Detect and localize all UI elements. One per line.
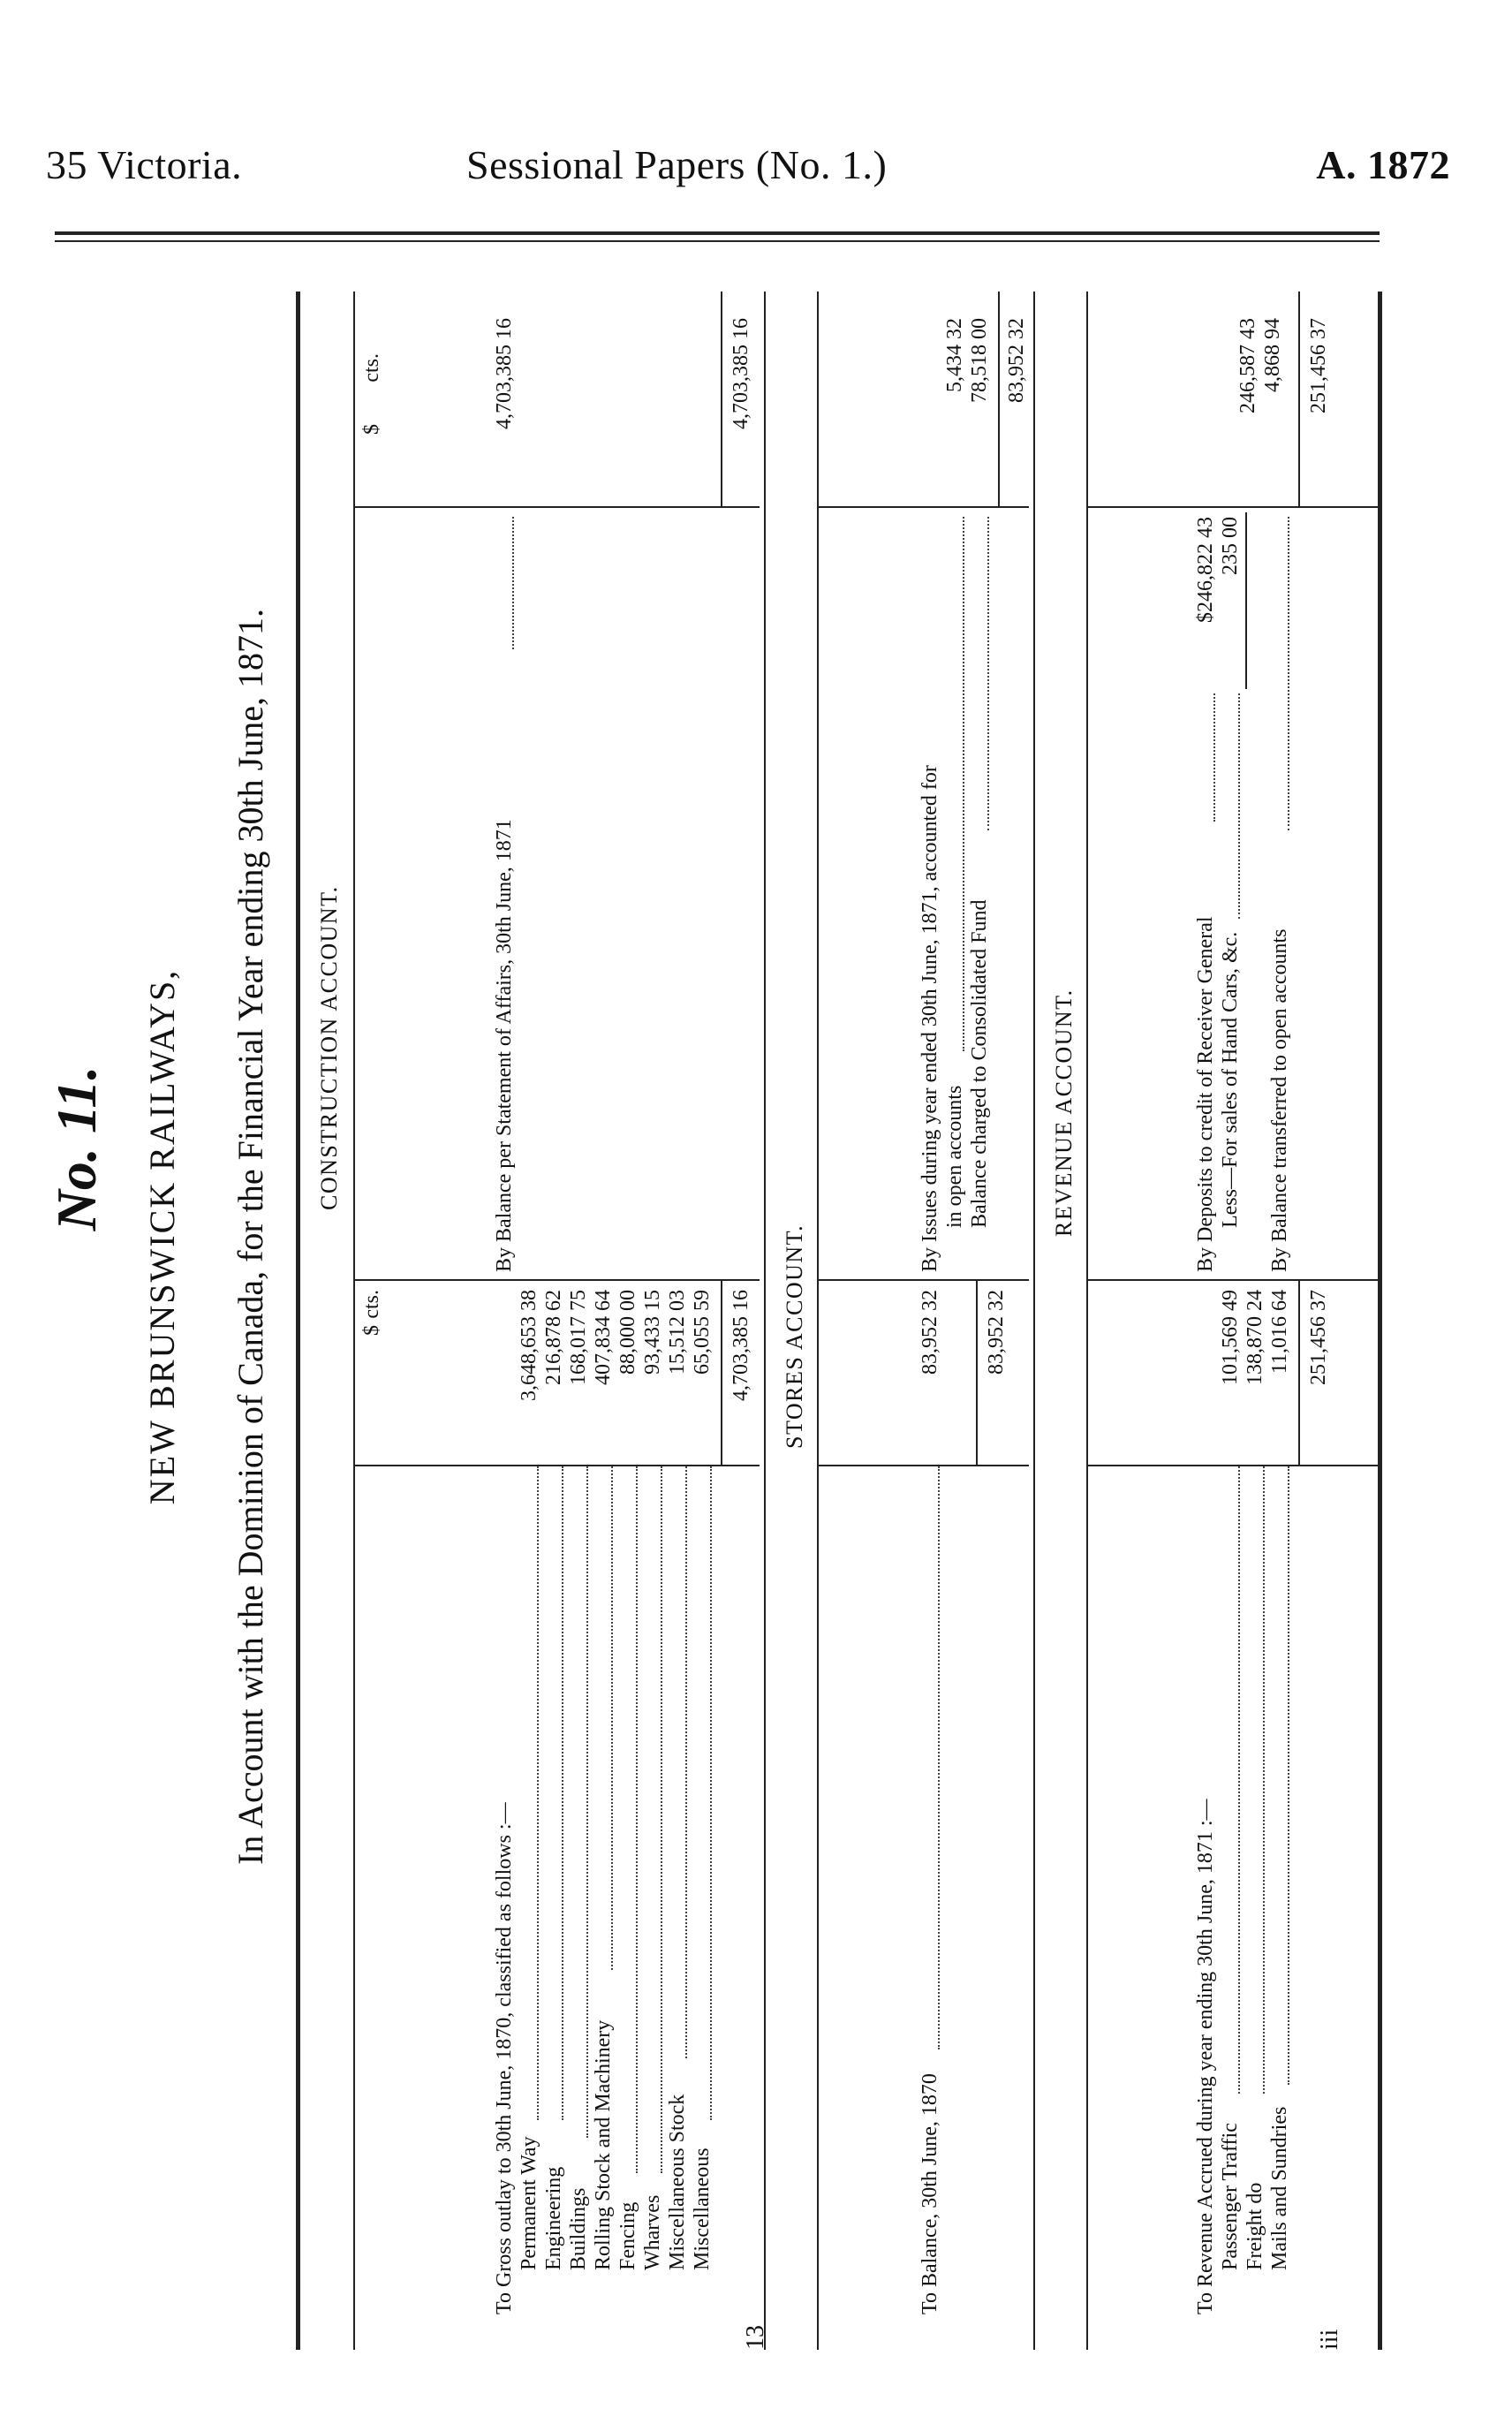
construction-item-label: Permanent Way xyxy=(518,2136,541,2270)
revenue-credit-inner1: $246,822 43 xyxy=(1194,517,1217,623)
header-year: A. 1872 xyxy=(1316,142,1450,187)
revenue-item-amount: 101,569 49 xyxy=(1219,1290,1242,1385)
construction-credit-cents-label: cts. xyxy=(360,353,383,383)
revenue-item-label: Mails and Sundries xyxy=(1268,2106,1291,2270)
construction-cents-label: cts. xyxy=(360,1290,383,1319)
revenue-heading: REVENUE ACCOUNT. xyxy=(1051,989,1077,1237)
document-number: No. 11. xyxy=(45,1065,108,1231)
stores-debit-text: To Balance, 30th June, 1870 xyxy=(919,2073,941,2314)
header-sessional-papers: Sessional Papers (No. 1.) xyxy=(466,142,888,187)
stores-credit-line1: By Issues during year ended 30th June, 1871, accounted for xyxy=(919,765,941,1272)
construction-center-rule xyxy=(353,1279,760,1281)
stores-credit-line3: Balance charged to Consolidated Fund xyxy=(968,899,991,1228)
construction-item-label: Fencing xyxy=(616,2201,639,2270)
rotated-account-page xyxy=(35,124,1378,2350)
revenue-credit-line1: By Deposits to credit of Receiver General xyxy=(1194,916,1217,1272)
stores-debit-total: 83,952 32 xyxy=(985,1290,1008,1375)
revenue-credit-line2: Less—For sales of Hand Cars, &c. xyxy=(1219,931,1242,1228)
construction-credit-text: By Balance per Statement of Affairs, 30th June, 1871 xyxy=(493,819,516,1272)
construction-credit-dollars-label: $ xyxy=(360,424,383,435)
revenue-credit-amount2: 4,868 94 xyxy=(1261,318,1284,392)
construction-debit-total: 4,703,385 16 xyxy=(730,1290,752,1401)
construction-item-amount: 15,512 03 xyxy=(666,1290,689,1375)
revenue-credit-total: 251,456 37 xyxy=(1307,318,1330,413)
construction-heading: CONSTRUCTION ACCOUNT. xyxy=(316,885,342,1210)
document-title: NEW BRUNSWICK RAILWAYS, xyxy=(142,968,182,1505)
construction-item-label: Engineering xyxy=(542,2166,565,2270)
stores-credit-amount2: 78,518 00 xyxy=(968,318,991,403)
folio-roman: iii xyxy=(1316,2329,1343,2350)
stores-heading: STORES ACCOUNT. xyxy=(782,1223,807,1449)
construction-item-amount: 93,433 15 xyxy=(641,1290,664,1375)
revenue-debit-total: 251,456 37 xyxy=(1307,1290,1330,1385)
stores-credit-amount1: 5,434 32 xyxy=(943,318,966,392)
header-volume: 35 Victoria. xyxy=(46,142,243,187)
construction-item-label: Miscellaneous Stock xyxy=(666,2094,689,2270)
revenue-credit-inner2: 235 00 xyxy=(1219,517,1242,575)
revenue-item-label: Freight do xyxy=(1244,2182,1266,2270)
construction-item-amount: 3,648,653 38 xyxy=(518,1290,541,1401)
construction-item-label: Wharves xyxy=(641,2194,664,2270)
construction-item-amount: 65,055 59 xyxy=(691,1290,714,1375)
construction-item-label: Rolling Stock and Machinery xyxy=(592,2019,615,2270)
construction-debit-intro: To Gross outlay to 30th June, 1870, classified as follows :— xyxy=(493,1802,516,2314)
construction-item-amount: 216,878 62 xyxy=(542,1290,565,1385)
table-bottom-rule xyxy=(1378,292,1382,2350)
stores-credit-line2: in open accounts xyxy=(943,1085,966,1228)
revenue-debit-intro: To Revenue Accrued during year ending 30th June, 1871 :— xyxy=(1194,1799,1217,2314)
construction-item-amount: 88,000 00 xyxy=(616,1290,639,1375)
construction-credit-amount: 4,703,385 16 xyxy=(493,318,516,429)
construction-credit-total: 4,703,385 16 xyxy=(730,318,752,429)
revenue-item-amount: 11,016 64 xyxy=(1268,1290,1291,1375)
folio-page-mark: 13 xyxy=(742,2325,769,2350)
construction-dollars-label: $ xyxy=(360,1325,383,1336)
revenue-item-label: Passenger Traffic xyxy=(1219,2123,1242,2270)
stores-credit-total: 83,952 32 xyxy=(1005,318,1028,403)
document-subtitle: In Account with the Dominion of Canada, for the Financial Year ending 30th June, 1871. xyxy=(231,609,270,1865)
construction-item-label: Buildings xyxy=(567,2187,590,2270)
construction-item-label: Miscellaneous xyxy=(691,2148,714,2270)
table-top-rule xyxy=(296,292,300,2350)
construction-item-amount: 407,834 64 xyxy=(592,1290,615,1385)
revenue-credit-line3: By Balance transferred to open accounts xyxy=(1268,928,1291,1272)
revenue-item-amount: 138,870 24 xyxy=(1244,1290,1266,1385)
revenue-credit-amount1: 246,587 43 xyxy=(1236,318,1259,413)
stores-debit-amount: 83,952 32 xyxy=(919,1290,941,1375)
construction-item-amount: 168,017 75 xyxy=(567,1290,590,1385)
